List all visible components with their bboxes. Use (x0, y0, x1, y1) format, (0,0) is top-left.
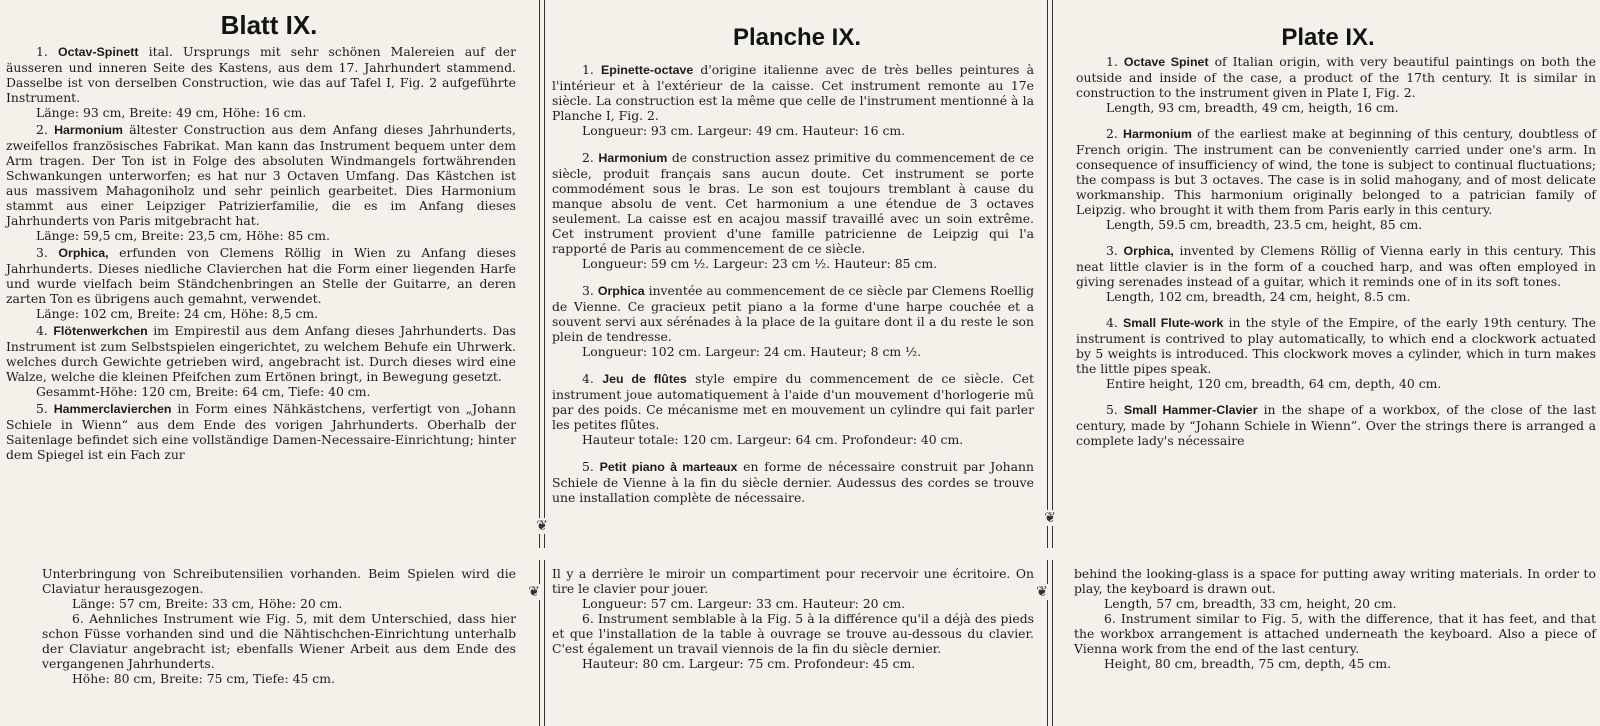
entry-dimensions: Length, 102 cm, breadth, 24 cm, height, 8.5 cm. (1106, 289, 1411, 304)
column-divider-right (1047, 0, 1053, 726)
german-title: Blatt IX. (220, 10, 318, 40)
entry-dimensions: Länge: 102 cm, Breite: 24 cm, Höhe: 8,5 cm. (36, 306, 319, 321)
entry-dimensions: Longueur: 59 cm ½. Largeur: 23 cm ½. Hauteur: 85 cm. (582, 256, 938, 271)
english-entry-2: 2. Harmonium of the earliest make at beginning of this century, doubtless of French origin. The instrument can be conveniently carried under one's arm. In consequence of insufficiency of wind, the tone is subject to continual fluctuations; the compass is but 3 octaves. The case is in solid mahogany, and of most delicate workmanship. This harmonium originally belonged to a patrician family of Leipzig. who brought it with them from Paris early in this century. Length, 59.5 cm, breadth, 23.5 cm, height, 85 cm. (1076, 126, 1596, 232)
english-entry-5: 5. Small Hammer-Clavier in the shape of a workbox, of the close of the last century, made by “Johann Schiele in Wienn”. Over the strings there is arranged a complete lady's nécessaire (1076, 402, 1596, 448)
french-continuation (548, 566, 1046, 726)
german-entry-2: 2. Harmonium ältester Construction aus dem Anfang dieses Jahrhunderts, zweifellos französisches Fabrikat. Man kann das Instrument bequem unter dem Arm tragen. Der Ton ist in Folge des absoluten Windmangels fortwährenden Schwankungen unterworfen; es hat nur 3 Octaven Umfang. Das Kästchen ist aus massivem Mahagoniholz und sehr peinlich gearbeitet. Dies Harmonium stammt aus einer Leipziger Patrizierfamilie, die es im Anfang dieses Jahrhunderts von Paris mitgebracht hat. Länge: 59,5 cm, Breite: 23,5 cm, Höhe: 85 cm. (6, 122, 516, 243)
entry-dimensions: Hauteur: 80 cm. Largeur: 75 cm. Profondeur: 45 cm. (582, 656, 916, 671)
entry-dimensions: Length, 93 cm, breadth, 49 cm, heigth, 16 cm. (1106, 100, 1399, 115)
divider-ornament: ❦ (526, 584, 542, 600)
french-entry-2: 2. Harmonium de construction assez primitive du commencement de ce siècle, produit français sans aucun doute. Cet instrument se porte commodément sous le bras. Le son est toujours tremblant à cause du manque absolu de vent. Cet harmonium a une étendue de 3 octaves seulement. La caisse est en acajou massif travaillé avec un soin extrême. Cet instrument provient d'une famille patricienne de Leipzig qui l'a rapporté de Paris au commencement de ce siècle. Longueur: 59 cm ½. Largeur: 23 cm ½. Hauteur: 85 cm. (552, 150, 1034, 271)
entry-name: Octav-Spinett (57, 45, 139, 59)
entry-name: Petit piano à marteaux (599, 460, 738, 474)
entry-name: Orphica, (1123, 244, 1174, 258)
entry-name: Epinette-octave (601, 63, 694, 77)
german-entry-1: 1. Octav-Spinett ital. Ursprungs mit sehr schönen Malereien auf der äusseren und inneren Seite des Kastens, aus dem 17. Jahrhundert stammend. Dasselbe ist von derselben Construction, wie das auf Tafel I, Fig. 2 aufgeführte Instrument. Länge: 93 cm, Breite: 49 cm, Höhe: 16 cm. (6, 44, 516, 120)
english-entry-4: 4. Small Flute-work in the style of the Empire, of the early 19th century. The instrument is contrived to play automatically, to which end a clockwork actuated by 5 weights is introduced. This clockwork moves a cylinder, which in turn makes the little pipes speak. Entire height, 120 cm, breadth, 64 cm, depth, 40 cm. (1076, 315, 1596, 391)
german-entry-4: 4. Flötenwerkchen im Empirestil aus dem Anfang dieses Jahrhunderts. Das Instrument ist zum Selbstspielen eingerichtet, zu welchem Behufe ein Uhrwerk. welches durch Gewichte getrieben wird, angebracht ist. Durch dieses wird eine Walze, welche die kleinen Pfeifchen zum Ertönen bringt, in Bewegung gesetzt. Gesammt-Höhe: 120 cm, Breite: 64 cm, Tiefe: 40 cm. (6, 323, 516, 399)
entry-dimensions: Hauteur totale: 120 cm. Largeur: 64 cm. Profondeur: 40 cm. (582, 432, 964, 447)
french-entries (548, 62, 1046, 548)
entry-name: Small Hammer-Clavier (1123, 403, 1258, 417)
entry-dimensions: Length, 57 cm, breadth, 33 cm, height, 20 cm. (1104, 596, 1397, 611)
entry-dimensions: Länge: 59,5 cm, Breite: 23,5 cm, Höhe: 85 cm. (36, 228, 330, 243)
entry-name: Harmonium (598, 151, 668, 165)
german-entries (0, 44, 538, 544)
continuation-text: behind the looking-glass is a space for putting away writing materials. In order to play, the keyboard is drawn out. (1074, 566, 1596, 596)
german-entry-6: 6. Aehnliches Instrument wie Fig. 5, mit dem Unterschied, dass hier schon Füsse vorhanden sind und die Nähtischchen-Einrichtung unterhalb der Claviatur angebracht ist; ebenfalls Wiener Arbeit aus dem Ende des vergangenen Jahrhunderts. (42, 611, 516, 671)
entry-name: Octave Spinet (1123, 55, 1209, 69)
entry-dimensions: Longueur: 57 cm. Largeur: 33 cm. Hauteur: 20 cm. (582, 596, 906, 611)
french-entry-3: 3. Orphica inventée au commencement de ce siècle par Clemens Roellig de Vienne. Ce gracieux petit piano a la forme d'une harpe couchée et a souvent servi aux sérénades à la place de la guitare dont il a du reste le son plein de tendresse. Longueur: 102 cm. Largeur: 24 cm. Hauteur; 8 cm ½. (552, 283, 1034, 359)
entry-dimensions: Höhe: 80 cm, Breite: 75 cm, Tiefe: 45 cm. (72, 671, 335, 686)
entry-name: Small Flute-work (1122, 316, 1224, 330)
german-entry-5: 5. Hammerclavierchen in Form eines Nähkästchens, verfertigt von „Johann Schiele in Wienn“ aus dem Ende des vorigen Jahrhunderts. Oberhalb der Saitenlage befindet sich eine vollständige Damen-Necessaire-Einrichtung; hinter dem Spiegel ist ein Fach zur (6, 401, 516, 462)
entry-dimensions: Länge: 93 cm, Breite: 49 cm, Höhe: 16 cm. (36, 105, 307, 120)
entry-name: Harmonium (54, 123, 123, 137)
french-column (548, 0, 1046, 726)
english-entry-1: 1. Octave Spinet of Italian origin, with very beautiful paintings on both the outside and inside of the case, a product of the 17th century. It is similar in construction to the instrument given in Plate I, Fig. 2. Length, 93 cm, breadth, 49 cm, heigth, 16 cm. (1076, 54, 1596, 115)
entry-dimensions: Gesammt-Höhe: 120 cm, Breite: 64 cm, Tiefe: 40 cm. (36, 384, 371, 399)
entry-name: Orphica, (58, 246, 109, 260)
entry-dimensions: Height, 80 cm, breadth, 75 cm, depth, 45 cm. (1104, 656, 1392, 671)
divider-ornament: ❦ (534, 518, 550, 534)
continuation-text: Unterbringung von Schreibutensilien vorhanden. Beim Spielen wird die Claviatur herausgezogen. (42, 566, 516, 596)
column-divider-left (539, 0, 545, 726)
entry-dimensions: Longueur: 93 cm. Largeur: 49 cm. Hauteur: 16 cm. (582, 123, 906, 138)
entry-name: Harmonium (1123, 127, 1192, 141)
divider-ornament: ❦ (1042, 510, 1058, 526)
german-column (0, 0, 538, 726)
french-entry-6: 6. Instrument semblable à la Fig. 5 à la différence qu'il a déjà des pieds et que l'installation de la table à ouvrage se trouve au-dessous du clavier. C'est également un travail viennois de la fin du siècle dernier. (552, 611, 1034, 656)
divider-ornament: ❦ (1034, 584, 1050, 600)
entry-dimensions: Length, 59.5 cm, breadth, 23.5 cm, height, 85 cm. (1106, 217, 1423, 232)
german-continuation (0, 566, 538, 726)
entry-name: Hammerclavierchen (53, 402, 172, 416)
english-entries (1056, 54, 1600, 548)
french-entry-5: 5. Petit piano à marteaux en forme de nécessaire construit par Johann Schiele de Vienne à la fin du siècle dernier. Audessus des cordes se trouve une installation complète de nécessaire. (552, 459, 1034, 505)
english-entry-6: 6. Instrument similar to Fig. 5, with the difference, that it has feet, and that the workbox arrangement is attached underneath the keyboard. Also a piece of Vienna work from the end of the last century. (1074, 611, 1596, 656)
english-title: Plate IX. (1281, 24, 1375, 51)
continuation-text: Il y a derrière le miroir un compartiment pour recervoir une écritoire. On tire le clavier pour jouer. (552, 566, 1034, 596)
entry-dimensions: Länge: 57 cm, Breite: 33 cm, Höhe: 20 cm. (72, 596, 343, 611)
german-entry-3: 3. Orphica, erfunden von Clemens Röllig in Wien zu Anfang dieses Jahrhunderts. Dieses niedliche Clavierchen hat die Form einer liegenden Harfe und wurde vielfach beim Ständchenbringen an Stelle der Guitarre, an deren zarten Ton es übrigens auch gemahnt, verwendet. Länge: 102 cm, Breite: 24 cm, Höhe: 8,5 cm. (6, 245, 516, 321)
french-entry-4: 4. Jeu de flûtes style empire du commencement de ce siècle. Cet instrument joue automatiquement à l'aide d'un mouvement d'horlogerie mû par des poids. Ce mécanisme met en mouvement un cylindre qui fait parler les petites flûtes. Hauteur totale: 120 cm. Largeur: 64 cm. Profondeur: 40 cm. (552, 371, 1034, 447)
entry-name: Flötenwerkchen (53, 324, 148, 338)
entry-dimensions: Entire height, 120 cm, breadth, 64 cm, depth, 40 cm. (1106, 376, 1442, 391)
entry-dimensions: Longueur: 102 cm. Largeur: 24 cm. Hauteur; 8 cm ½. (582, 344, 922, 359)
english-continuation (1056, 566, 1600, 726)
french-entry-1: 1. Epinette-octave d'origine italienne avec de très belles peintures à l'intérieur et à l'extérieur de la caisse. Cet instrument remonte au 17e siècle. La construction est la même que celle de l'instrument mentionné à la Planche I, Fig. 2. Longueur: 93 cm. Largeur: 49 cm. Hauteur: 16 cm. (552, 62, 1034, 138)
entry-name: Orphica (597, 284, 645, 298)
english-entry-3: 3. Orphica, invented by Clemens Röllig of Vienna early in this century. This neat little clavier is in the form of a couched harp, and was often employed in giving serenades instead of a guitar, which it reminds one of in its soft tones. Length, 102 cm, breadth, 24 cm, height, 8.5 cm. (1076, 243, 1596, 304)
entry-name: Jeu de flûtes (602, 372, 687, 386)
french-title: Planche IX. (732, 24, 862, 51)
english-column (1056, 0, 1600, 726)
